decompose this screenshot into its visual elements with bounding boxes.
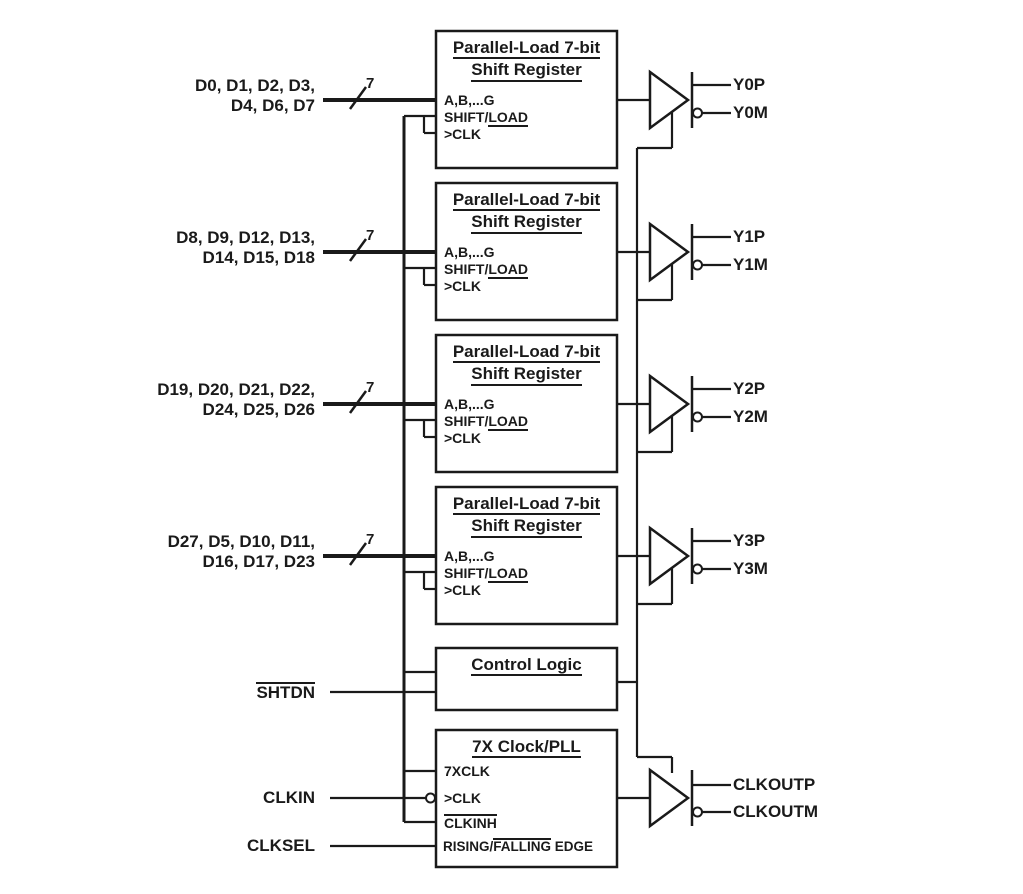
pin-shift-load-label: SHIFT/LOAD	[444, 261, 528, 279]
lvds-buffer-icon	[650, 528, 688, 584]
register-title-2: Parallel-Load 7-bit Shift Register	[440, 341, 613, 386]
inversion-bubble-icon	[693, 565, 702, 574]
output-label-y1p: Y1P	[733, 227, 766, 246]
pin-shift-load-label: SHIFT/LOAD	[444, 413, 528, 431]
inversion-bubble-icon	[693, 808, 702, 817]
data-input-label-0: D0, D1, D2, D3, D4, D6, D7	[195, 76, 315, 115]
inversion-bubble-icon	[693, 109, 702, 118]
control-logic-title: Control Logic	[440, 654, 613, 676]
lvds-buffer-icon	[650, 72, 688, 128]
pin-shift-load-label: SHIFT/LOAD	[444, 109, 528, 127]
pin-data-label: A,B,...G	[444, 548, 495, 564]
clksel-input-label: CLKSEL	[247, 836, 315, 855]
pin-data-label: A,B,...G	[444, 244, 495, 260]
lvds-buffer-icon	[650, 770, 688, 826]
clkin-input-label: CLKIN	[263, 788, 315, 807]
output-label-y3m: Y3M	[733, 559, 768, 578]
output-label-y3p: Y3P	[733, 531, 766, 550]
pll-title: 7X Clock/PLL	[440, 736, 613, 758]
pin-shift-load-label: SHIFT/LOAD	[444, 565, 528, 583]
pin-clk-label: >CLK	[444, 126, 481, 142]
inversion-bubble-icon	[693, 413, 702, 422]
pin-clk-label: >CLK	[444, 278, 481, 294]
lvds-buffer-icon	[650, 224, 688, 280]
pin-data-label: A,B,...G	[444, 396, 495, 412]
output-label-clkoutp: CLKOUTP	[733, 775, 816, 794]
bus-width-label: 7	[366, 227, 375, 244]
pin-clk-label: >CLK	[444, 582, 481, 598]
output-label-y1m: Y1M	[733, 255, 768, 274]
data-input-label-2: D19, D20, D21, D22, D24, D25, D26	[157, 380, 315, 419]
pin-clk-label: >CLK	[444, 430, 481, 446]
data-input-label-1: D8, D9, D12, D13, D14, D15, D18	[176, 228, 315, 267]
output-label-y2m: Y2M	[733, 407, 768, 426]
register-title-3: Parallel-Load 7-bit Shift Register	[440, 493, 613, 538]
bus-width-label: 7	[366, 531, 375, 548]
pin-clkinh-label: CLKINH	[444, 815, 497, 831]
pin-edge-select-label: RISING/FALLING EDGE	[443, 839, 594, 854]
inversion-bubble-icon	[693, 261, 702, 270]
register-title-1: Parallel-Load 7-bit Shift Register	[440, 189, 613, 234]
data-input-label-3: D27, D5, D10, D11, D16, D17, D23	[167, 532, 315, 571]
register-title-0: Parallel-Load 7-bit Shift Register	[440, 37, 613, 82]
bus-width-label: 7	[366, 75, 375, 92]
lvds-buffer-icon	[650, 376, 688, 432]
bus-width-label: 7	[366, 379, 375, 396]
output-label-clkoutm: CLKOUTM	[733, 802, 818, 821]
pin-clk-label: >CLK	[444, 790, 481, 806]
shutdown-input-label: SHTDN	[256, 683, 315, 702]
output-label-y2p: Y2P	[733, 379, 766, 398]
output-label-y0p: Y0P	[733, 75, 766, 94]
output-label-y0m: Y0M	[733, 103, 768, 122]
clock-buffer-wires	[617, 770, 731, 826]
pll-wires	[330, 771, 436, 846]
pin-data-label: A,B,...G	[444, 92, 495, 108]
inversion-bubble-icon	[426, 794, 435, 803]
pin-7xclk-label: 7XCLK	[444, 763, 490, 779]
